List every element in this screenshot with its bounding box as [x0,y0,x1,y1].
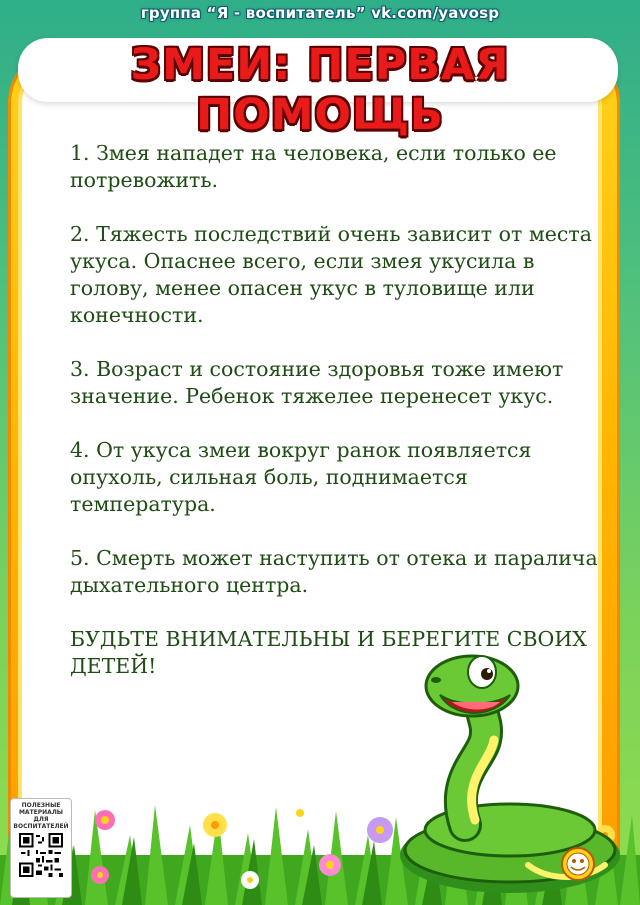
list-item: 2. Тяжесть последствий очень зависит от места укуса. Опаснее всего, если змея укусила в голову, менее опасен укус в туловище или конечности. [70,222,592,327]
logo-badge-icon [556,846,600,882]
list-item: 1. Змея нападет на человека, если только ее потревожить. [70,141,557,192]
page-title: ЗМЕИ: ПЕРВАЯ ПОМОЩЬ [130,40,510,140]
qr-code-card [10,798,72,898]
content-block [70,140,600,707]
qr-code-icon [19,833,63,877]
qr-label: ПОЛЕЗНЫЕ МАТЕРИАЛЫ ДЛЯ ВОСПИТАТЕЛЕЙ [13,802,69,830]
header-credit: группа “Я - воспитатель” vk.com/yavosp [140,4,500,22]
list-item: 4. От укуса змеи вокруг ранок появляется опухоль, сильная боль, поднимается температура. [70,438,532,516]
list-item: 3. Возраст и состояние здоровья тоже имеют значение. Ребенок тяжелее перенесет укус. [70,357,564,408]
closing-message: БУДЬТЕ ВНИМАТЕЛЬНЫ И БЕРЕГИТЕ СВОИХ ДЕТЕЙ! [70,627,587,678]
list-item: 5. Смерть может наступить от отека и паралича дыхательного центра. [70,546,598,597]
